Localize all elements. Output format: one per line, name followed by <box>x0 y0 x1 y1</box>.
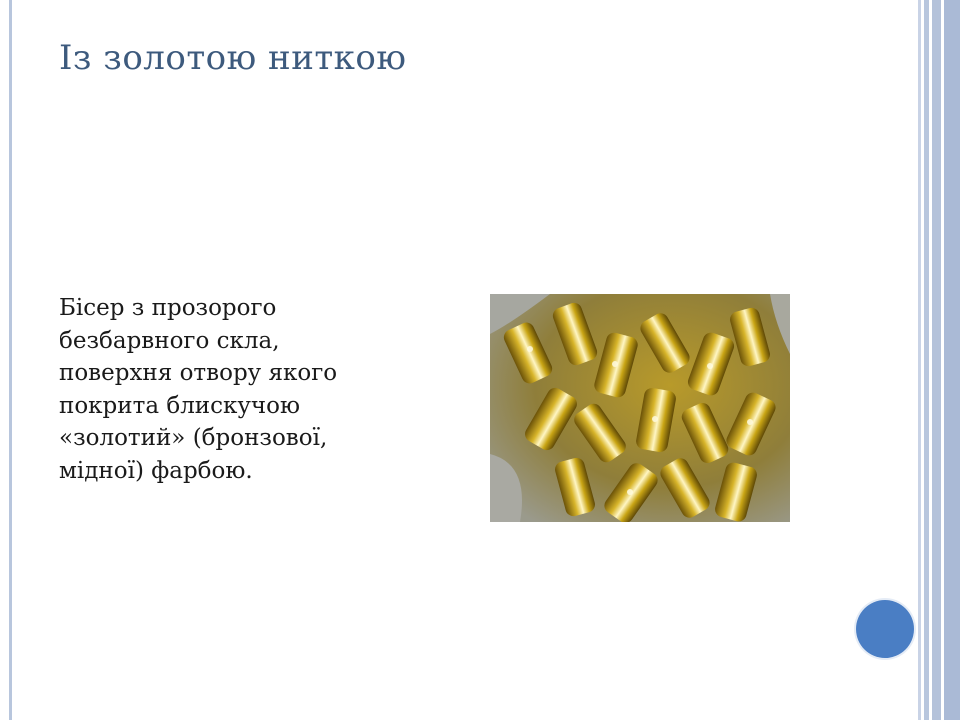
body-line: «золотий» (бронзової, <box>59 425 328 451</box>
right-frame-bar <box>944 0 960 720</box>
body-line: Бісер з прозорого <box>59 295 277 321</box>
bead-photo-illustration <box>490 294 790 522</box>
decorative-circle <box>856 600 914 658</box>
right-frame-bar <box>932 0 941 720</box>
left-frame-line <box>9 0 12 720</box>
body-line: покрита блискучою <box>59 392 301 419</box>
body-line: поверхня отвору якого <box>59 360 338 386</box>
right-frame-bar <box>924 0 929 720</box>
bead-photo <box>490 294 790 522</box>
slide-body-text <box>59 292 449 487</box>
body-line: мідної) фарбою. <box>59 457 253 484</box>
body-line: безбарвного скла, <box>59 327 280 354</box>
slide-title: Із золотою ниткою <box>59 38 407 78</box>
right-frame-bar <box>918 0 921 720</box>
